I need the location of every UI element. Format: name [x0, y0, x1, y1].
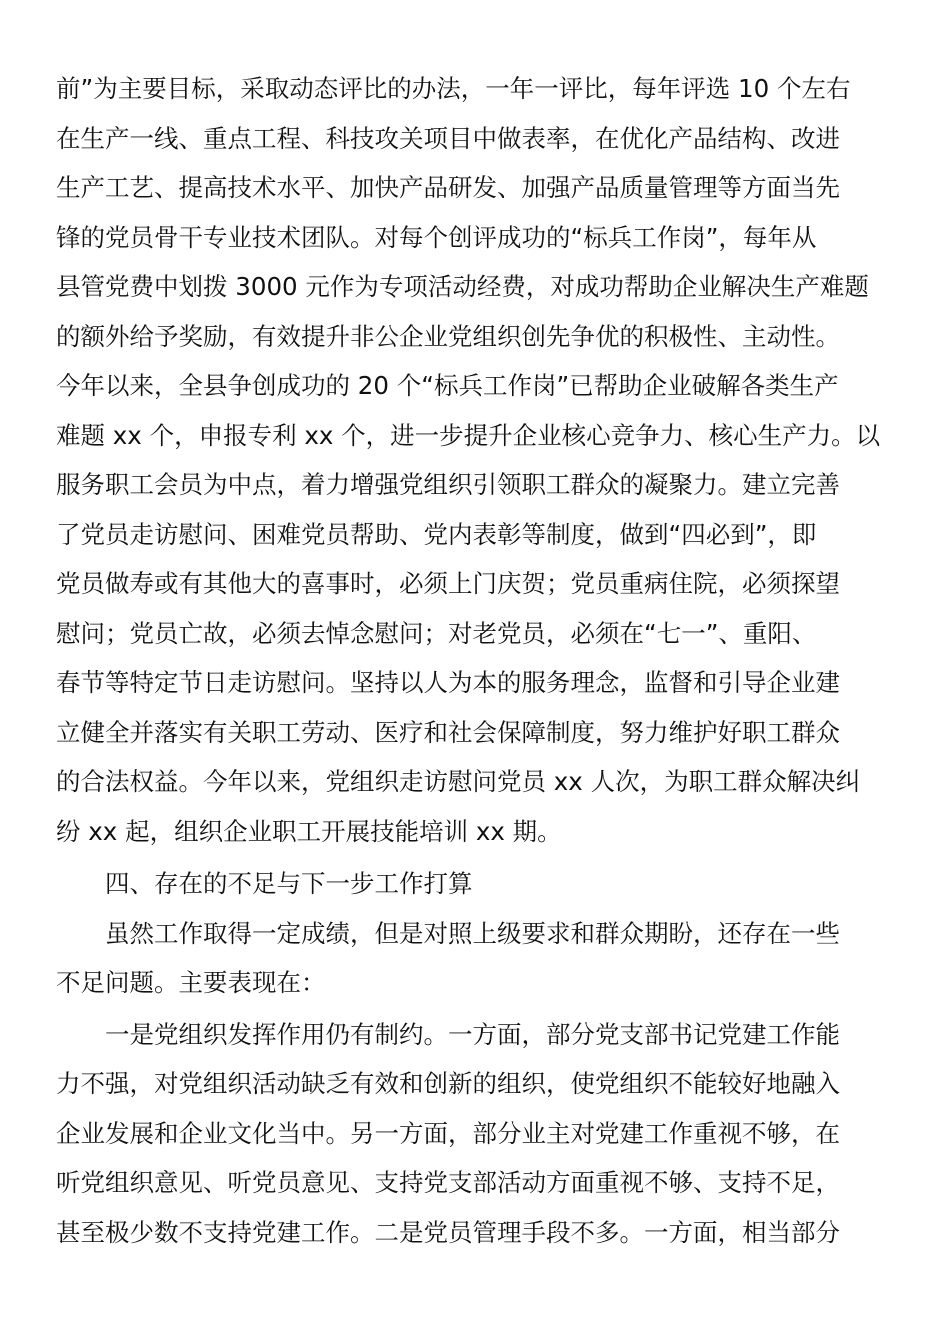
body-text-line: 慰问；党员亡故，必须去悼念慰问；对老党员，必须在“七一”、重阳、 — [56, 619, 817, 648]
body-text-line: 服务职工会员为中点，着力增强党组织引领职工群众的凝聚力。建立完善 — [56, 470, 840, 499]
body-text-line: 难题 xx 个，申报专利 xx 个，进一步提升企业核心竞争力、核心生产力。以 — [56, 421, 881, 450]
body-text-line: 企业发展和企业文化当中。另一方面，部分业主对党建工作重视不够，在 — [56, 1119, 840, 1148]
body-text-line: 生产工艺、提高技术水平、加快产品研发、加强产品质量管理等方面当先 — [56, 173, 840, 202]
body-text-line: 了党员走访慰问、困难党员帮助、党内表彰等制度，做到“四必到”，即 — [56, 520, 817, 549]
body-text-line: 听党组织意见、听党员意见、支持党支部活动方面重视不够、支持不足， — [56, 1168, 840, 1197]
body-text-line: 前”为主要目标，采取动态评比的办法，一年一评比，每年评选 10 个左右 — [56, 74, 851, 103]
body-text-line: 不足问题。主要表现在： — [56, 968, 326, 997]
body-text-line: 纷 xx 起，组织企业职工开展技能培训 xx 期。 — [56, 817, 562, 846]
body-text-line: 锋的党员骨干专业技术团队。对每个创评成功的“标兵工作岗”，每年从 — [56, 223, 817, 252]
body-text-line: 立健全并落实有关职工劳动、医疗和社会保障制度，努力维护好职工群众 — [56, 718, 840, 747]
body-text-line: 的额外给予奖励，有效提升非公企业党组织创先争优的积极性、主动性。 — [56, 322, 840, 351]
body-text-line: 党员做寿或有其他大的喜事时，必须上门庆贺；党员重病住院，必须探望 — [56, 569, 840, 598]
section-heading: 四、存在的不足与下一步工作打算 — [105, 869, 473, 898]
body-text-line: 力不强，对党组织活动缺乏有效和创新的组织，使党组织不能较好地融入 — [56, 1069, 840, 1098]
body-text-line: 春节等特定节日走访慰问。坚持以人为本的服务理念，监督和引导企业建 — [56, 668, 840, 697]
body-text-line: 甚至极少数不支持党建工作。二是党员管理手段不多。一方面，相当部分 — [56, 1218, 840, 1247]
body-text-line: 今年以来，全县争创成功的 20 个“标兵工作岗”已帮助企业破解各类生产 — [56, 371, 839, 400]
body-text-line: 虽然工作取得一定成绩，但是对照上级要求和群众期盼，还存在一些 — [105, 919, 840, 948]
body-text-line: 县管党费中划拨 3000 元作为专项活动经费，对成功帮助企业解决生产难题 — [56, 272, 869, 301]
body-text-line: 一是党组织发挥作用仍有制约。一方面，部分党支部书记党建工作能 — [105, 1020, 840, 1049]
body-text-line: 在生产一线、重点工程、科技攻关项目中做表率，在优化产品结构、改进 — [56, 124, 840, 153]
body-text-line: 的合法权益。今年以来，党组织走访慰问党员 xx 人次，为职工群众解决纠 — [56, 767, 861, 796]
